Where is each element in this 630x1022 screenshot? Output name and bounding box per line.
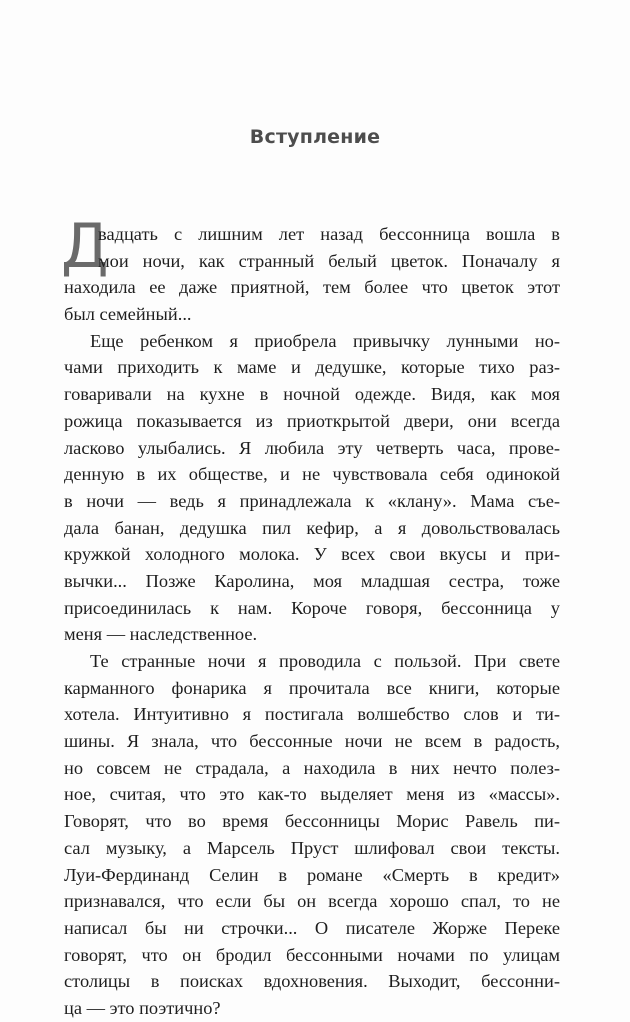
text-line: Говорят, что во время бессонницы Морис Равель пи- — [64, 811, 560, 832]
text-line: находила ее даже приятной, тем более что цветок этот — [64, 277, 560, 298]
text-line: ное, считая, что это как-то выделяет меня из «массы». — [64, 784, 560, 805]
text-line: кружкой холодного молока. У всех свои вкусы и при- — [64, 544, 560, 565]
text-line: был семейный... — [64, 304, 192, 325]
text-line: Луи-Фердинанд Селин в романе «Смерть в кредит» — [64, 864, 560, 885]
text-line: присоединилась к нам. Короче говоря, бессонница у — [64, 597, 560, 618]
text-line: дала банан, дедушка пил кефир, а я довольствовалась — [64, 517, 560, 538]
text-line: Еще ребенком я приобрела привычку лунными но- — [90, 330, 560, 351]
text-line: мои ночи, как странный белый цветок. Поначалу я — [98, 250, 560, 271]
text-line: признавался, что если бы он всегда хорошо спал, то не — [64, 891, 560, 912]
text-line: денную в их обществе, и не чувствовала себя одинокой — [64, 464, 560, 485]
drop-cap-letter: Д — [61, 211, 109, 282]
text-line: меня — наследственное. — [64, 624, 258, 645]
text-line: карманного фонарика я прочитала все книги, которые — [64, 677, 560, 698]
text-line: ласково улыбались. Я любила эту четверть часа, прове- — [64, 437, 560, 458]
body-text — [64, 221, 560, 1022]
text-line: столицы в поисках вдохновения. Выходит, бессонни- — [64, 971, 560, 992]
text-line: вычки... Позже Каролина, моя младшая сестра, тоже — [64, 570, 560, 591]
text-line: сал музыку, а Марсель Пруст шлифовал свои тексты. — [64, 837, 560, 858]
text-line: написал бы ни строчки... О писателе Жорже Переке — [64, 917, 560, 938]
text-line: рожица показывается из приоткрытой двери, они всегда — [64, 410, 560, 431]
text-line: хотела. Интуитивно я постигала волшебство слов и ти- — [64, 704, 560, 725]
chapter-heading: Вступление — [249, 126, 381, 148]
text-line: чами приходить к маме и дедушке, которые тихо раз- — [64, 357, 560, 378]
text-line: Те странные ночи я проводила с пользой. При свете — [90, 651, 560, 671]
text-line: говаривали на кухне в ночной одежде. Видя, как моя — [64, 384, 560, 405]
text-line: вадцать с лишним лет назад бессонница вошла в — [98, 224, 560, 244]
text-line: говорят, что он бродил бессонными ночами по улицам — [64, 944, 560, 965]
text-line: ца — это поэтично? — [64, 997, 221, 1018]
text-line: шины. Я знала, что бессонные ночи не всем в радость, — [64, 731, 560, 752]
text-line: но совсем не страдала, а находила в них нечто полез- — [64, 757, 560, 778]
text-line: в ночи — ведь я принадлежала к «клану». Мама съе- — [64, 490, 560, 511]
